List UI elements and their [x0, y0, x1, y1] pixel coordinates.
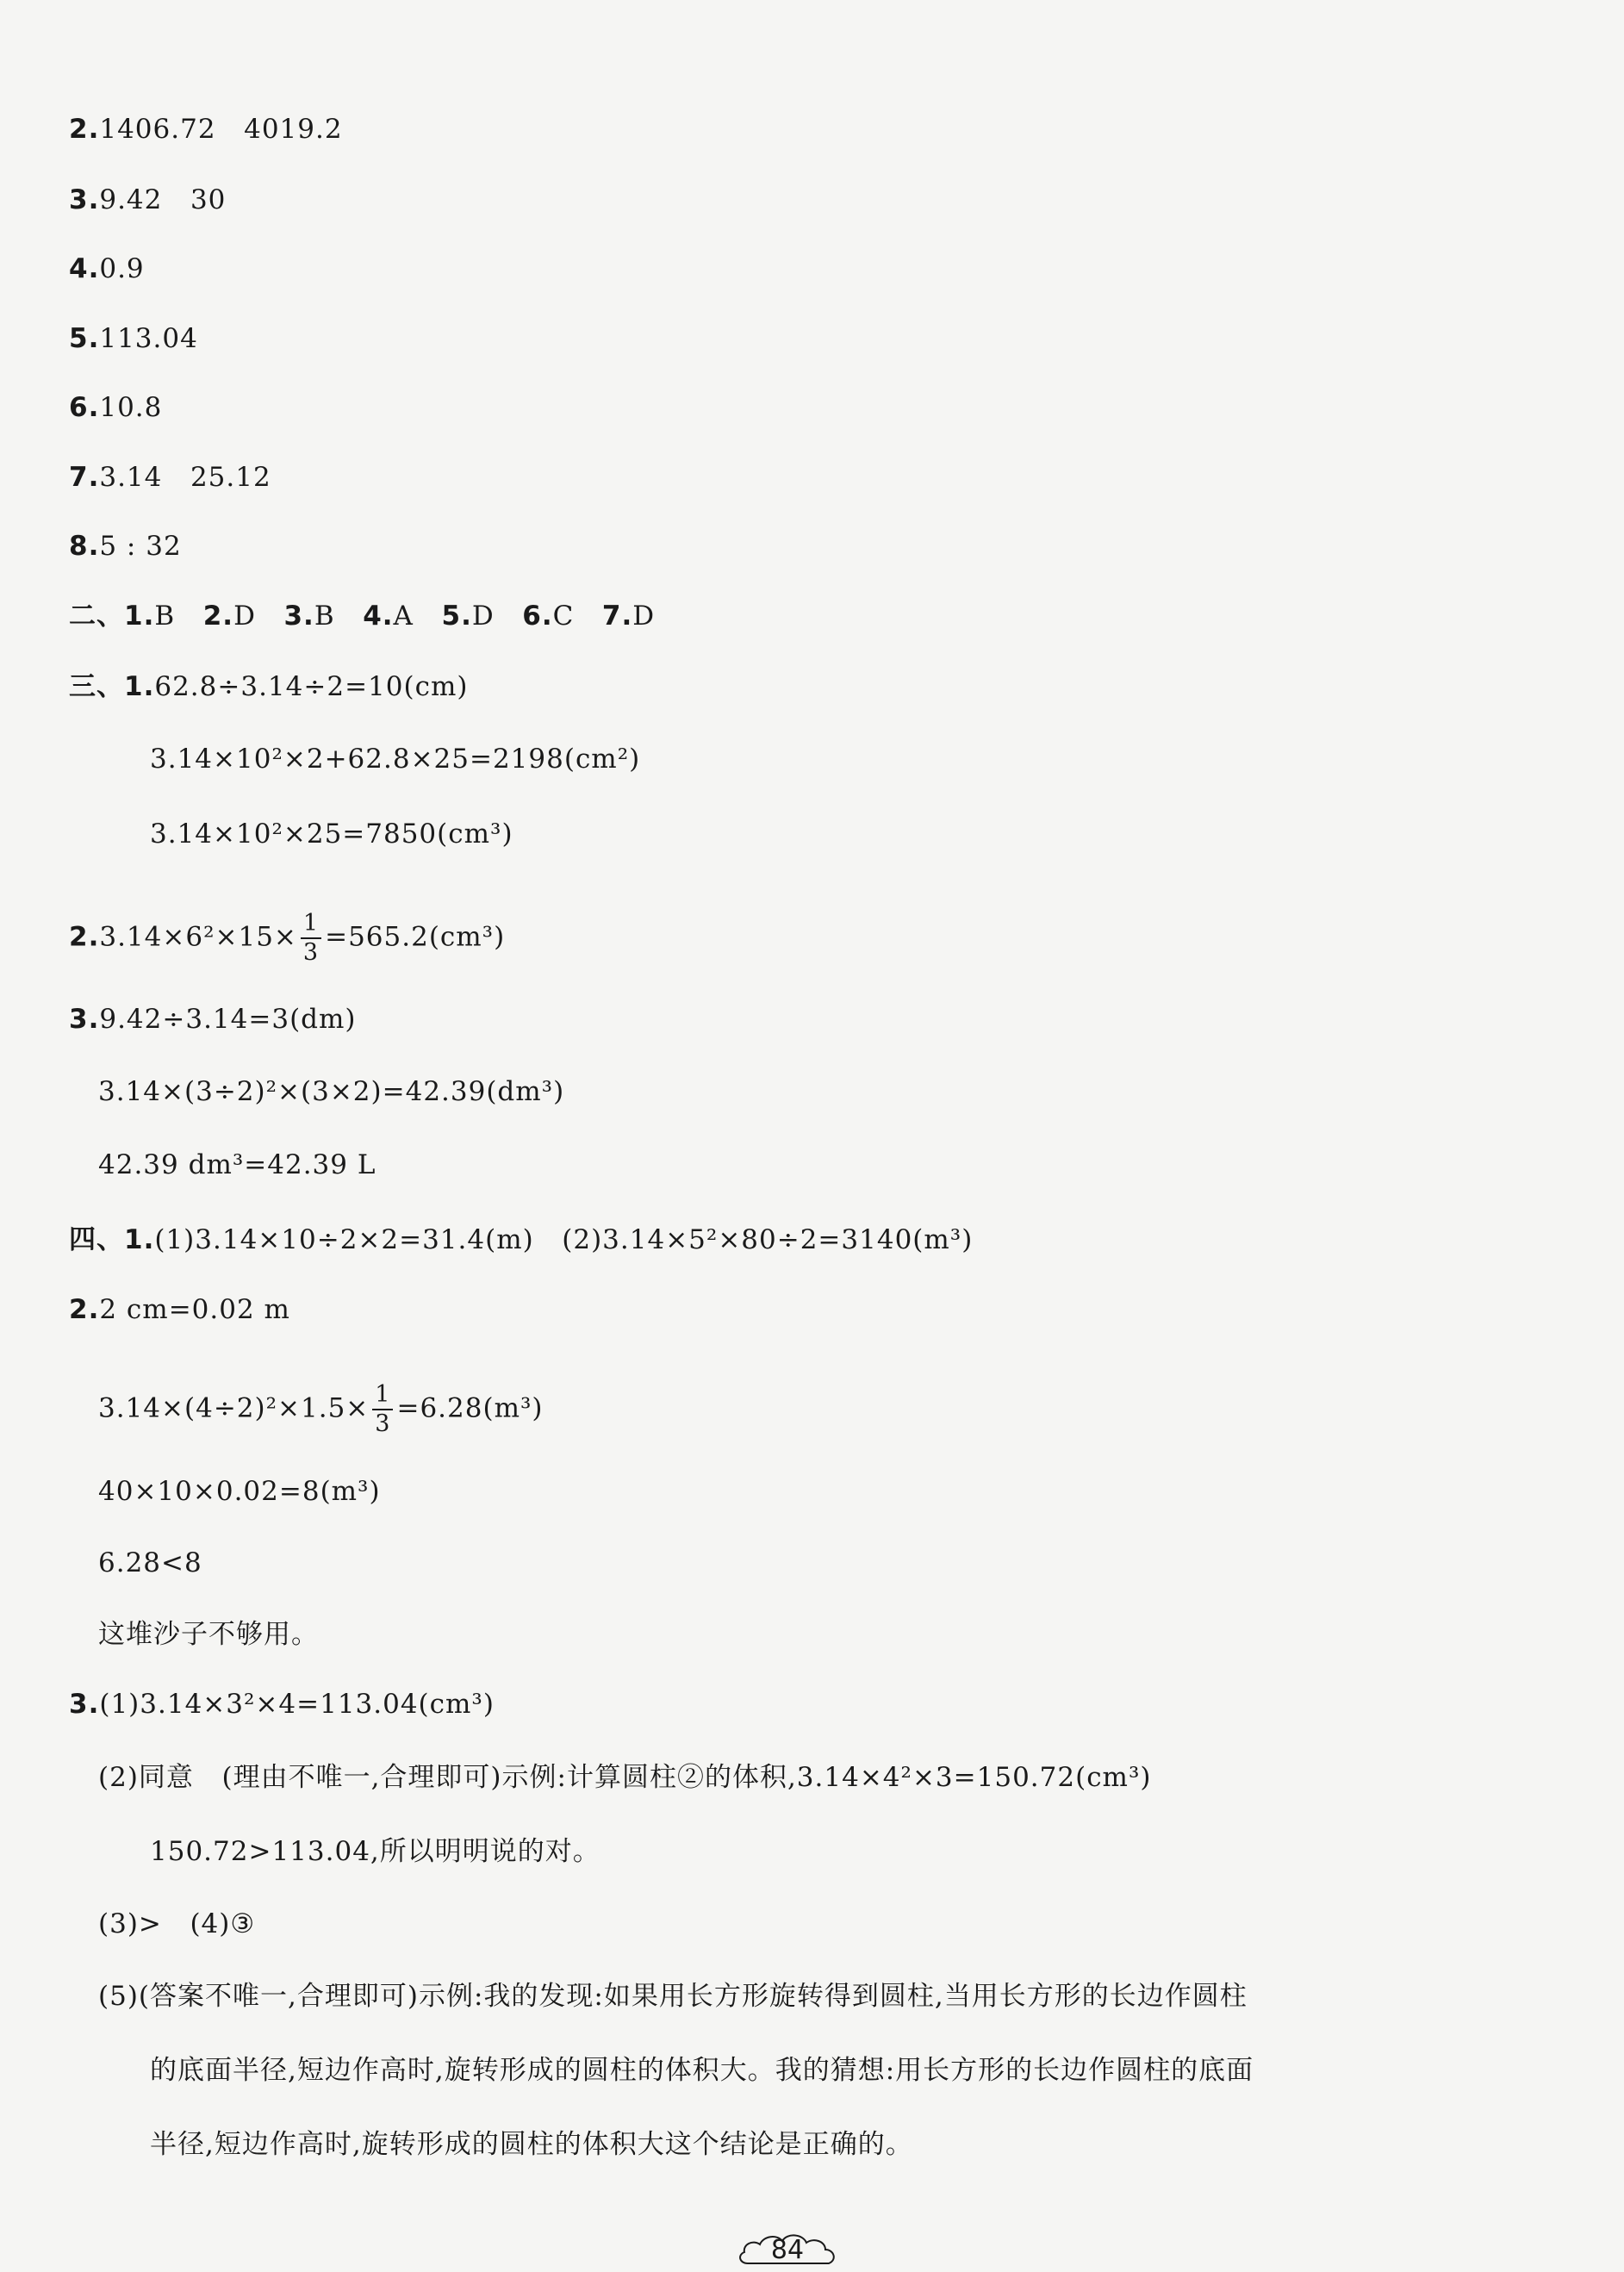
answer-text: B	[314, 601, 364, 632]
answer-text: =6.28(m³)	[396, 1392, 544, 1424]
answer-text: 1406.72 4019.2	[99, 114, 343, 145]
answer-text: D	[233, 601, 284, 632]
answer-text: (1)3.14×3²×4=113.04(cm³)	[99, 1689, 495, 1720]
fraction-denominator: 3	[375, 1410, 391, 1437]
answer-line-5	[69, 321, 198, 356]
answer-text: 150.72>113.04,所以明明说的对。	[150, 1836, 600, 1867]
answer-text: 的底面半径,短边作高时,旋转形成的圆柱的体积大。我的猜想:用长方形的长边作圆柱的底面	[150, 2055, 1254, 2086]
section-3-q1	[69, 669, 468, 704]
question-number: 6.	[522, 601, 553, 632]
section-4-q3-part5	[98, 1979, 1248, 2014]
section-4-q3-part3-4	[98, 1907, 255, 1941]
section-4-q2-step3	[98, 1474, 381, 1509]
section-4-q2	[69, 1292, 290, 1327]
answer-text: 半径,短边作高时,旋转形成的圆柱的体积大这个结论是正确的。	[150, 2129, 913, 2160]
answer-text: (5)(答案不唯一,合理即可)示例:我的发现:如果用长方形旋转得到圆柱,当用长方形的长边作圆柱	[98, 1981, 1248, 2012]
answer-text: (2)同意 (理由不唯一,合理即可)示例:计算圆柱②的体积,3.14×4²×3=150.72(cm³)	[98, 1762, 1152, 1793]
question-number: 3.	[69, 1689, 100, 1720]
fraction	[301, 910, 321, 967]
section-4-q3-part2	[98, 1760, 1151, 1795]
question-number: 6.	[69, 392, 100, 423]
answer-text: 62.8÷3.14÷2=10(cm)	[154, 671, 469, 702]
section-4-q3-part5-cont2	[150, 2127, 913, 2162]
page-number-text: 84	[770, 2235, 805, 2265]
answer-text: 3.14×(4÷2)²×1.5×	[98, 1392, 370, 1424]
section-4-q3-part2-cont	[150, 1834, 600, 1869]
answer-text: C	[552, 601, 602, 632]
fraction-denominator: 3	[302, 939, 320, 966]
answer-text: 5 : 32	[99, 531, 182, 562]
fraction-numerator: 1	[372, 1381, 393, 1410]
answer-text: 10.8	[99, 392, 163, 423]
section-2-answers	[69, 599, 655, 633]
section-4-q2-conclusion	[98, 1617, 319, 1652]
answer-text: 3.14×(3÷2)²×(3×2)=42.39(dm³)	[98, 1076, 565, 1107]
question-number: 7.	[601, 601, 633, 632]
question-number: 4.	[69, 253, 100, 284]
question-number: 7.	[69, 462, 100, 493]
answer-text: 这堆沙子不够用。	[98, 1619, 319, 1650]
answer-text: D	[632, 601, 656, 632]
section-3-q2	[69, 910, 505, 967]
answer-text: 3.14×10²×2+62.8×25=2198(cm²)	[150, 744, 641, 775]
section-3-q1-step3	[150, 817, 513, 851]
answer-line-7	[69, 460, 271, 495]
answer-text: 6.28<8	[98, 1547, 202, 1578]
answer-text: (1)3.14×10÷2×2=31.4(m) (2)3.14×5²×80÷2=3140(m³)	[154, 1224, 974, 1255]
answer-line-6	[69, 390, 162, 425]
answer-text: 3.14 25.12	[99, 462, 271, 493]
answer-line-4	[69, 252, 145, 286]
section-4-q3-part5-cont1	[150, 2053, 1254, 2088]
question-number: 2.	[69, 114, 100, 145]
answer-line-8	[69, 529, 182, 563]
question-number: 四、1.	[69, 1224, 155, 1255]
answer-text: D	[471, 601, 523, 632]
question-number: 3.	[283, 601, 314, 632]
section-3-q3-step2	[98, 1074, 564, 1109]
answer-text: B	[154, 601, 203, 632]
section-4-q2-step2	[98, 1381, 544, 1438]
question-number: 三、1.	[69, 671, 155, 702]
question-number: 二、1.	[69, 601, 155, 632]
section-4-q1	[69, 1223, 973, 1257]
question-number: 5.	[441, 601, 472, 632]
question-number: 4.	[363, 601, 394, 632]
answer-text: 9.42÷3.14=3(dm)	[99, 1004, 357, 1035]
answer-text: A	[393, 601, 442, 632]
section-3-q3	[69, 1002, 357, 1036]
answer-text: 113.04	[99, 323, 198, 354]
answer-text: 3.14×10²×25=7850(cm³)	[150, 819, 513, 850]
answer-text: (3)> (4)③	[98, 1908, 256, 1939]
question-number: 8.	[69, 531, 100, 562]
answer-text: 0.9	[99, 253, 145, 284]
section-3-q3-step3	[98, 1148, 376, 1182]
answer-text: 42.39 dm³=42.39 L	[98, 1149, 376, 1180]
answer-line-2	[69, 112, 343, 146]
answer-text: 3.14×6²×15×	[99, 921, 297, 953]
question-number: 3.	[69, 184, 100, 215]
page-number	[736, 2229, 839, 2272]
fraction	[372, 1381, 393, 1438]
question-number: 2.	[202, 601, 234, 632]
section-4-q2-step4	[98, 1546, 202, 1580]
question-number: 5.	[69, 323, 100, 354]
answer-text: 2 cm=0.02 m	[99, 1294, 290, 1325]
fraction-numerator: 1	[301, 910, 321, 939]
answer-text: 40×10×0.02=8(m³)	[98, 1476, 381, 1507]
question-number: 2.	[69, 921, 100, 953]
question-number: 3.	[69, 1004, 100, 1035]
question-number: 2.	[69, 1294, 100, 1325]
section-3-q1-step2	[150, 742, 640, 776]
section-4-q3	[69, 1687, 495, 1721]
answer-text: =565.2(cm³)	[325, 921, 506, 953]
answer-text: 9.42 30	[99, 184, 227, 215]
answer-line-3	[69, 183, 226, 217]
